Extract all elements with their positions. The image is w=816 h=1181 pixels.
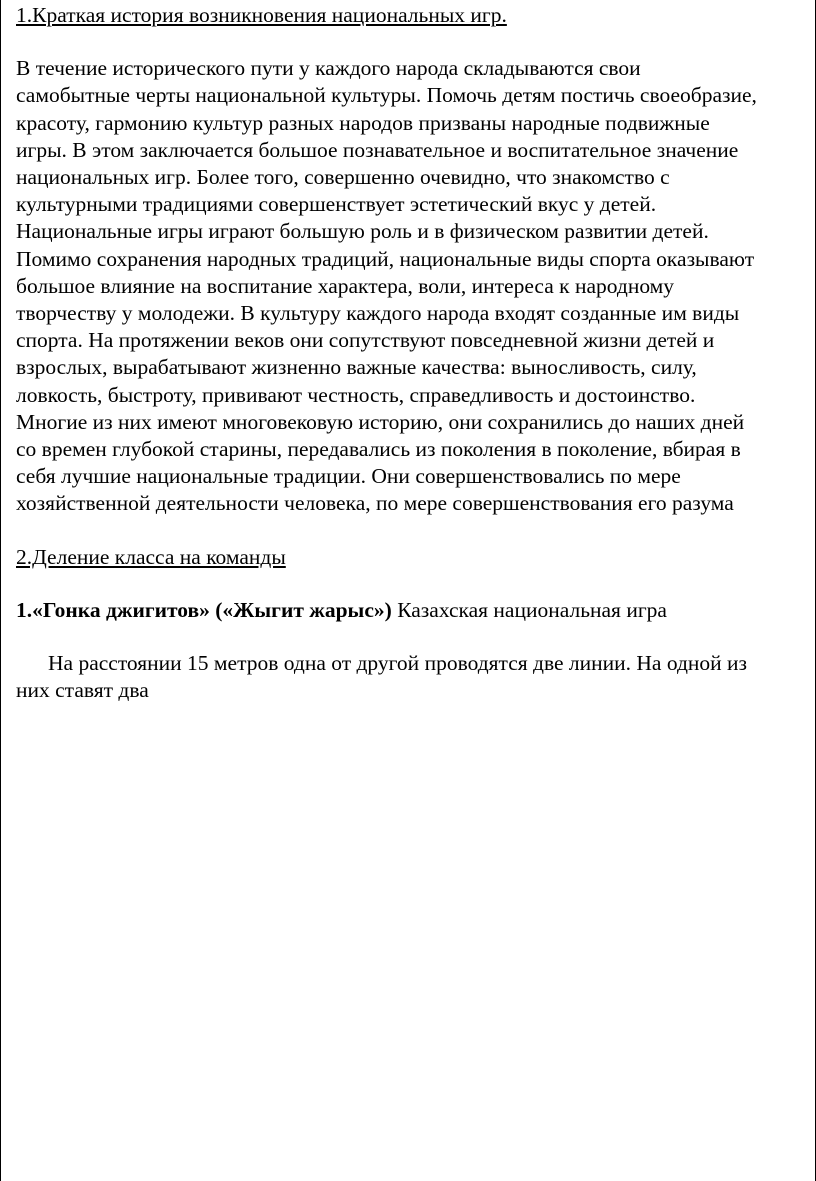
paragraph-line: большое влияние на воспитание характера, воли, интереса к народному bbox=[16, 273, 675, 298]
paragraph-line: спорта. На протяжении веков они сопутствуют повседневной жизни детей и bbox=[16, 328, 715, 353]
paragraph-line: культурными традициями совершенствует эстетический вкус у детей. bbox=[16, 192, 657, 217]
game-title bbox=[16, 597, 808, 624]
paragraph-line: игры. В этом заключается большое познавательное и воспитательное значение bbox=[16, 137, 739, 162]
paragraph-line: Помимо сохранения народных традиций, национальные виды спорта оказывают bbox=[16, 246, 755, 271]
history-paragraph bbox=[16, 55, 808, 517]
paragraph-line: Многие из них имеют многовековую историю, они сохранились до наших дней bbox=[16, 409, 745, 434]
paragraph-line: хозяйственной деятельности человека, по мере совершенствования его разума bbox=[16, 491, 734, 516]
paragraph-line: самобытные черты национальной культуры. Помочь детям постичь своеобразие, bbox=[16, 83, 757, 108]
document-content bbox=[16, 0, 808, 704]
paragraph-line: творчеству у молодежи. В культуру каждого народа входят созданные им виды bbox=[16, 301, 740, 326]
game-description bbox=[16, 650, 808, 704]
paragraph-line: ловкость, быстроту, прививают честность, справедливость и достоинство. bbox=[16, 382, 696, 407]
game-title-bold: 1.«Гонка джигитов» («Жыгит жарыс») bbox=[16, 597, 392, 622]
paragraph-line: Национальные игры играют большую роль и в физическом развитии детей. bbox=[16, 219, 709, 244]
paragraph-line: красоту, гармонию культур разных народов призваны народные подвижные bbox=[16, 110, 710, 135]
game-description-line: них ставят два bbox=[16, 678, 149, 703]
section-2-heading: 2.Деление класса на команды bbox=[16, 544, 286, 569]
paragraph-line: себя лучшие национальные традиции. Они совершенствовались по мере bbox=[16, 464, 681, 489]
section-1-heading: 1.Краткая история возникновения национальных игр. bbox=[16, 3, 507, 27]
paragraph-line: взрослых, вырабатывают жизненно важные качества: выносливость, силу, bbox=[16, 355, 697, 380]
paragraph-line: В течение исторического пути у каждого народа складываются свои bbox=[16, 56, 641, 81]
game-description-line: На расстоянии 15 метров одна от другой проводятся две линии. На одной из bbox=[48, 651, 748, 676]
paragraph-line: со времен глубокой старины, передавались из поколения в поколение, вбирая в bbox=[16, 437, 741, 462]
paragraph-line: национальных игр. Более того, совершенно очевидно, что знакомство с bbox=[16, 165, 670, 190]
game-title-rest: Казахская национальная игра bbox=[391, 597, 667, 622]
